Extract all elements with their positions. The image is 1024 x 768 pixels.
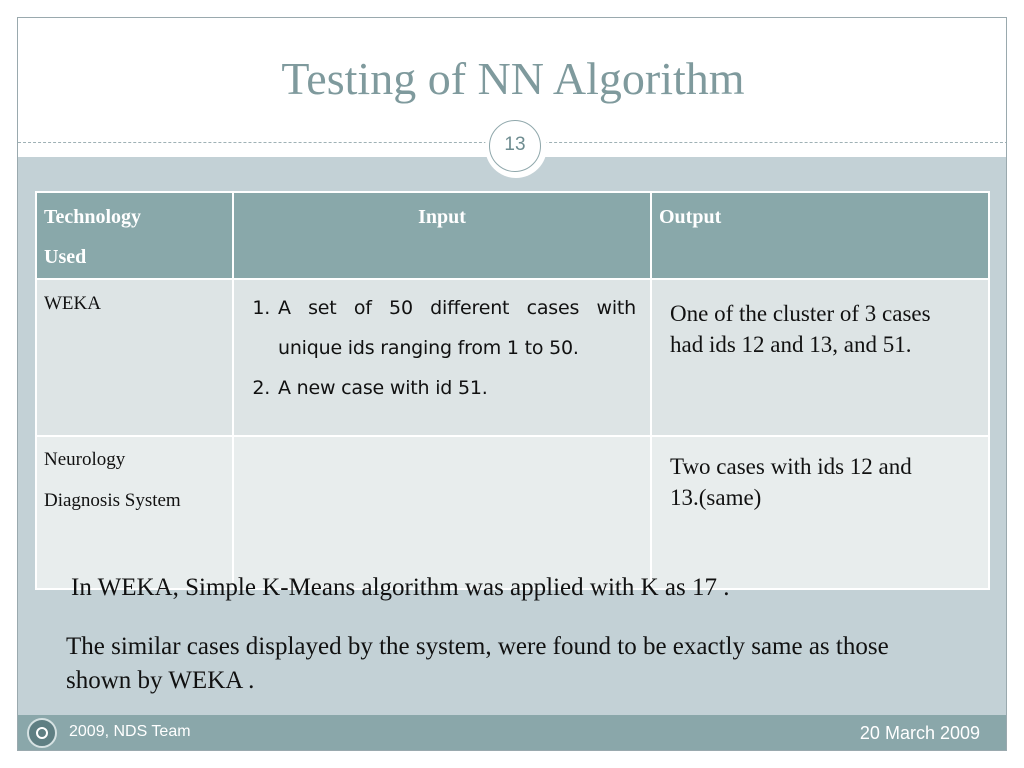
table-row bbox=[36, 279, 989, 436]
footer-date: 20 March 2009 bbox=[859, 723, 980, 743]
header-output: Output bbox=[651, 192, 989, 279]
header-technology bbox=[36, 192, 233, 279]
row2-output: Two cases with ids 12 and 13.(same) bbox=[651, 436, 989, 589]
header-input: Input bbox=[233, 192, 651, 279]
conclusion-text: The similar cases displayed by the system, were found to be exactly same as those shown by WEKA . bbox=[66, 633, 889, 694]
row1-technology: WEKA bbox=[36, 279, 233, 436]
results-table bbox=[35, 191, 990, 590]
row2-technology-line1: Neurology bbox=[44, 449, 126, 470]
input-item-1: 1. A set of 50 different cases with unique ids ranging from 1 to 50. bbox=[276, 288, 636, 368]
row2-technology bbox=[36, 436, 233, 589]
header-technology-line1: Technology bbox=[44, 206, 142, 228]
row2-technology-line2: Diagnosis System bbox=[44, 490, 181, 511]
slide-title: Testing of NN Algorithm bbox=[281, 53, 745, 104]
footer-bar bbox=[18, 715, 1007, 751]
table-header-row bbox=[36, 192, 989, 279]
row1-input bbox=[233, 279, 651, 436]
input-item-2: 2. A new case with id 51. bbox=[276, 368, 636, 408]
row2-input bbox=[233, 436, 651, 589]
kmeans-note: In WEKA, Simple K-Means algorithm was applied with K as 17 . bbox=[71, 574, 730, 601]
slide-number-badge: 13 bbox=[489, 120, 541, 172]
row1-output: One of the cluster of 3 cases had ids 12 and 13, and 51. bbox=[651, 279, 989, 436]
input-list bbox=[234, 280, 650, 408]
table-row bbox=[36, 436, 989, 589]
circle-arrow-icon bbox=[27, 718, 57, 748]
footer-team: 2009, NDS Team bbox=[69, 723, 191, 740]
slide-frame bbox=[17, 17, 1007, 751]
header-technology-line2: Used bbox=[44, 246, 87, 268]
